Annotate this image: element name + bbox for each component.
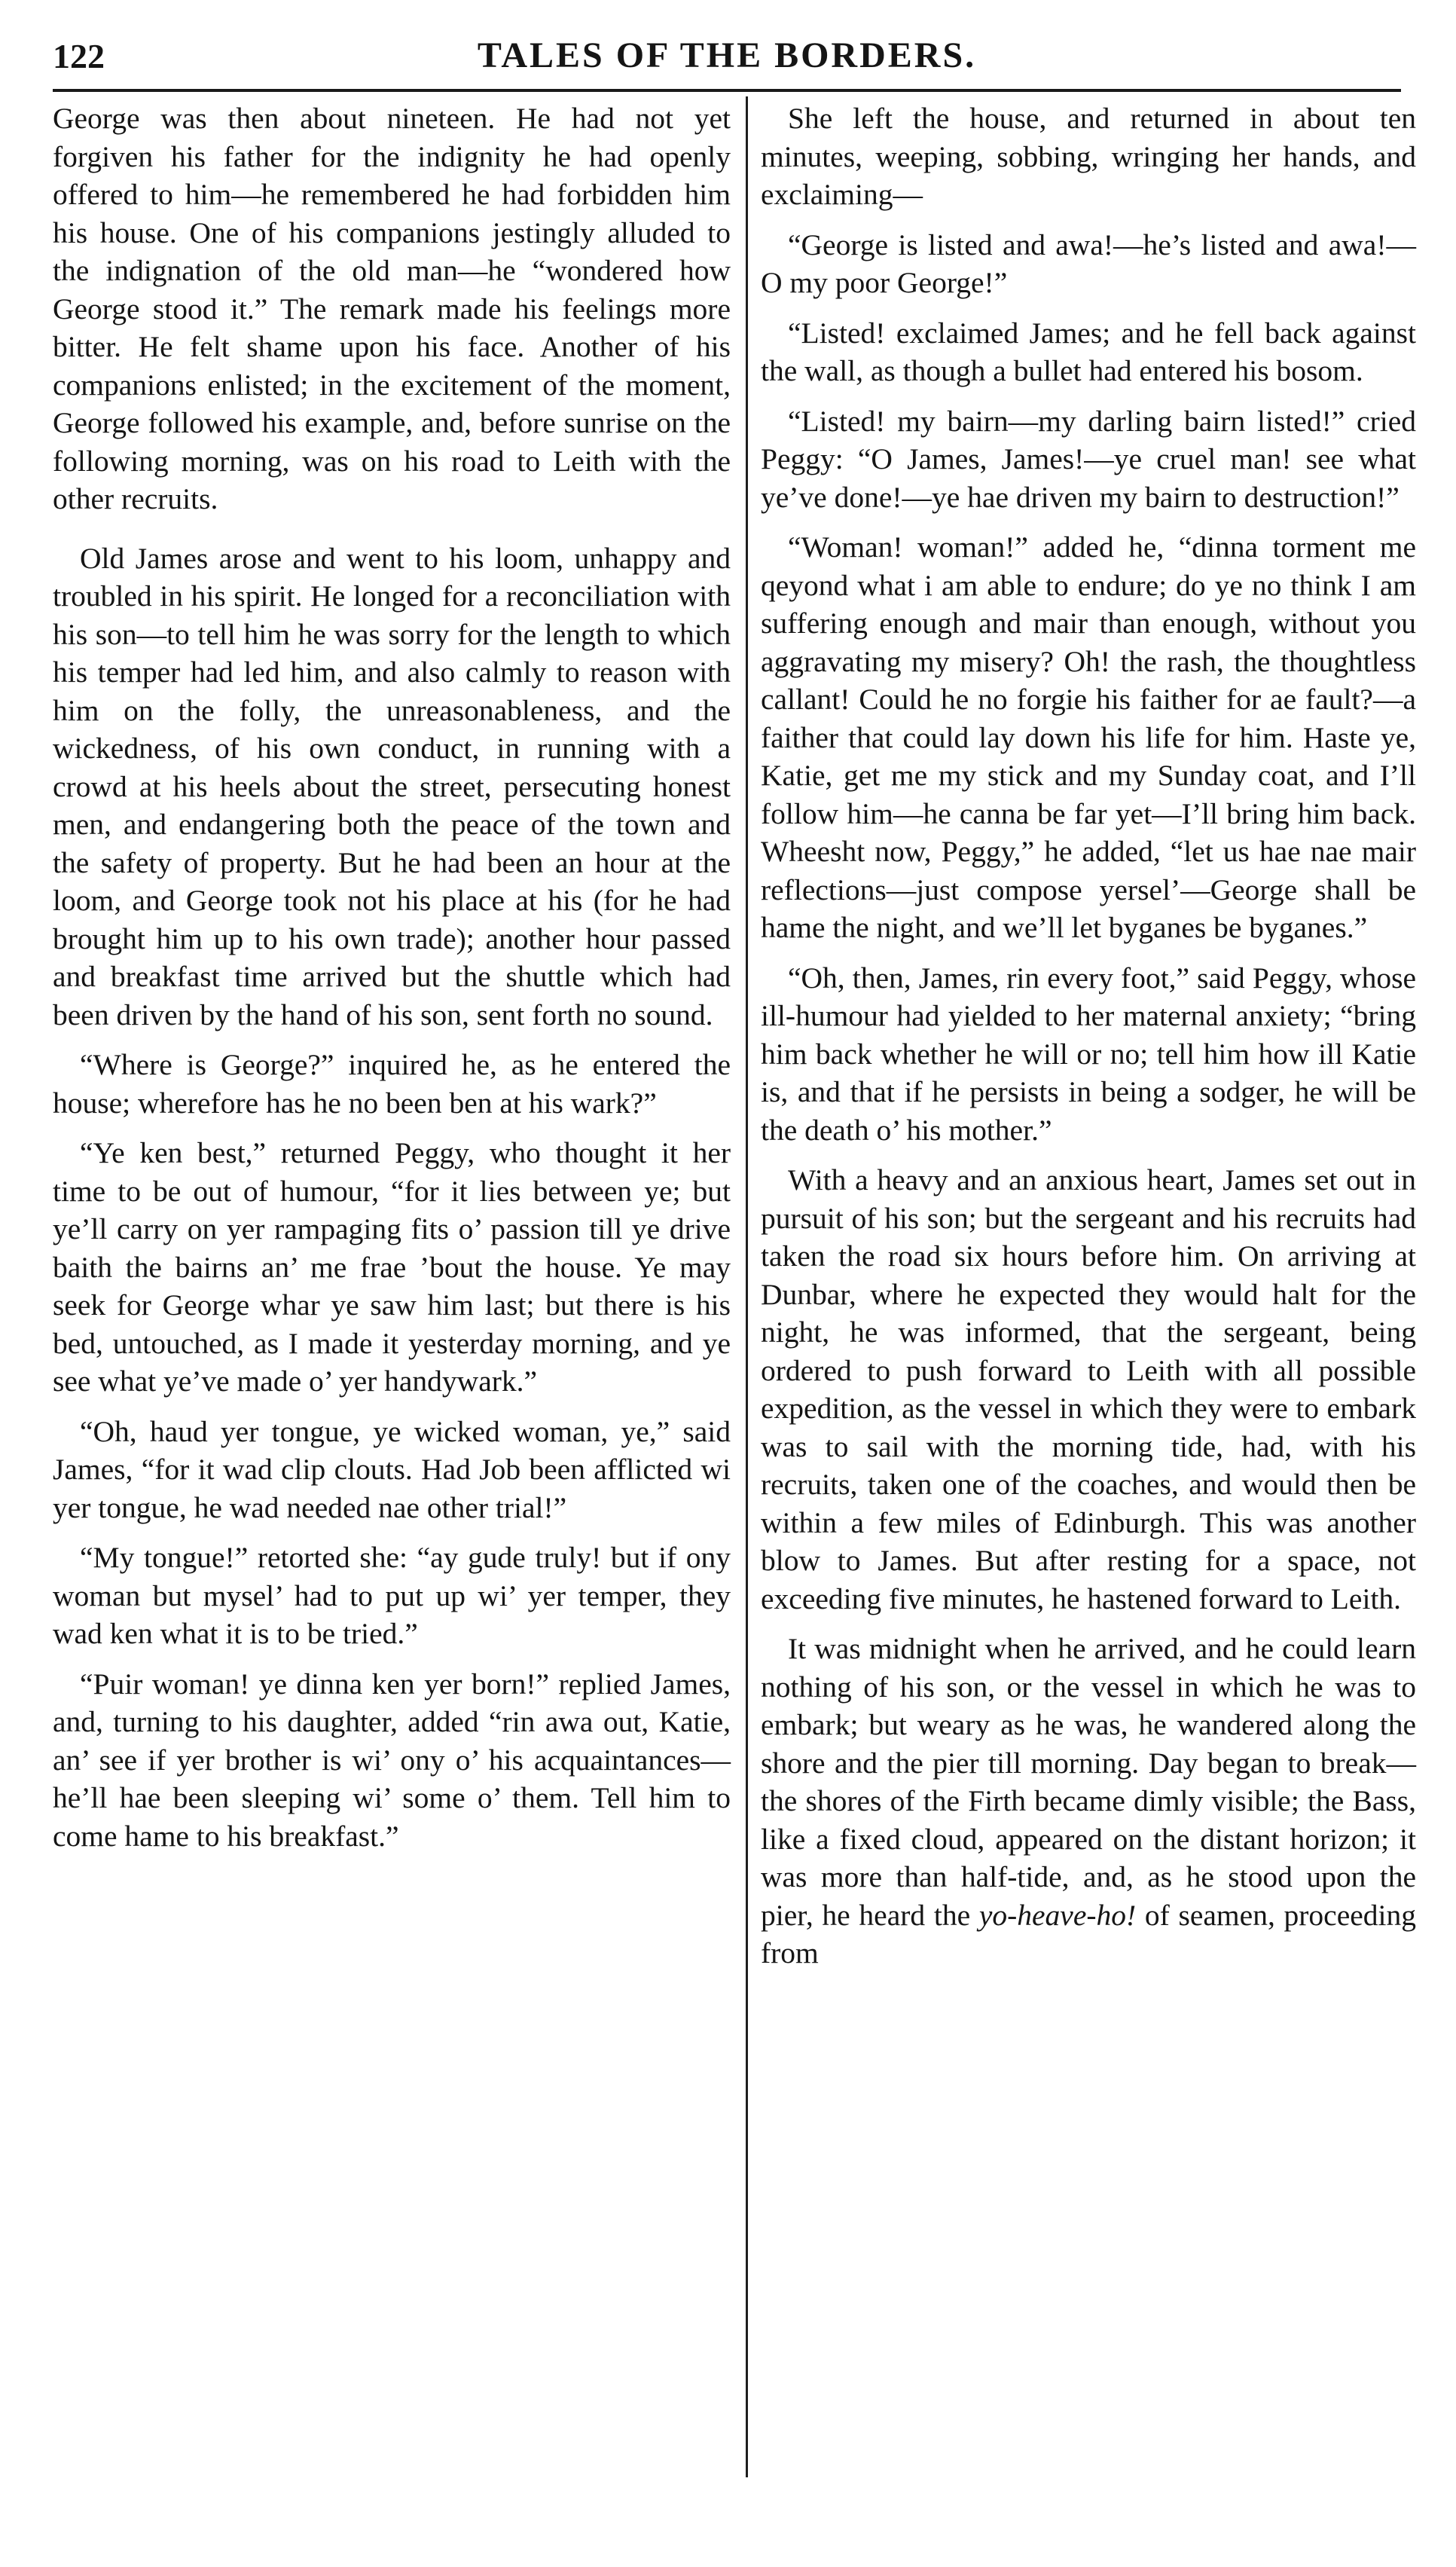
header-rule: [53, 89, 1401, 92]
paragraph: “Ye ken best,” returned Peggy, who thought it her time to be out of humour, “for it lies between ye; but ye’ll carry on yer rampaging fits o’ passion till ye drive baith the bairns an’ me frae ’bout the house. Ye may seek for George whar ye saw him last; but there is his bed, untouched, as I made it yesterday morning, and ye see what ye’ve made o’ yer handywark.”: [53, 1136, 731, 1398]
paragraph: “Oh, haud yer tongue, ye wicked woman, ye,” said James, “for it wad clip clouts. Had Job been afflicted wi yer tongue, he wad needed nae other trial!”: [53, 1414, 731, 1524]
closing-paragraph: [761, 1630, 1416, 1973]
paragraph: Old James arose and went to his loom, unhappy and troubled in his spirit. He longed for a reconciliation with his son—to tell him he was sorry for the length to which his temper had led him, and also calmly to reason with him on the folly, the unreasonableness, and the wickedness, of his own conduct, in running with a crowd at his heels about the street, persecuting honest men, and endangering both the peace of the town and the safety of property. But he had been an hour at the loom, and George took not his place at his (for he had brought him up to his own trade); another hour passed and breakfast time arrived but the shuttle which had been driven by the hand of his son, sent forth no sound.: [53, 541, 731, 1031]
closing-tail-text: of seamen, proceeding from: [761, 1898, 1417, 1970]
paragraph: With a heavy and an anxious heart, James set out in pursuit of his son; but the sergeant and his recruits had taken the road six hours before him. On arriving at Dunbar, where he expected they would halt for the night, he was informed, that the sergeant, being ordered to push forward to Leith with all possible expedition, as the vessel in which they were to embark was to sail with the morning tide, had, with his recruits, taken one of the coaches, and would then be within a few miles of Edinburgh. This was another blow to James. But after resting for a space, not exceeding five minutes, he hastened forward to Leith.: [761, 1163, 1416, 1615]
left-column: [53, 99, 731, 1867]
paragraph: “Woman! woman!” added he, “dinna torment me qeyond what i am able to endure; do ye no think I am suffering enough and mair than enough, without you aggravating my misery? Oh! the rash, the thoughtless callant! Could he no forgie his faither for ae fault?—a faither that could lay down his life for him. Haste ye, Katie, get me my stick and my Sunday coat, and I’ll follow him—he canna be far yet—I’ll bring him back. Wheesht now, Peggy,” he added, “let us hae nae mair reflections—just compose yersel’—George shall be hame the night, and we’ll let byganes be byganes.”: [761, 530, 1416, 944]
column-divider: [746, 96, 748, 2477]
running-title: TALES OF THE BORDERS.: [477, 35, 977, 75]
page-header: [53, 30, 1401, 90]
paragraph: She left the house, and returned in about ten minutes, weeping, sobbing, wringing her hands, and exclaiming—: [761, 102, 1416, 211]
paragraph: “Listed! my bairn—my darling bairn listed!” cried Peggy: “O James, James!—ye cruel man! see what ye’ve done!—ye hae driven my bairn to destruction!”: [761, 404, 1416, 514]
closing-italic-phrase: yo-heave-ho!: [978, 1898, 1137, 1932]
paragraph: “Listed! exclaimed James; and he fell back against the wall, as though a bullet had entered his bosom.: [761, 316, 1416, 387]
closing-paragraph-text: It was midnight when he arrived, and he could learn nothing of his son, or the vessel in which he was to embark; but weary as he was, he wandered along the shore and the pier till morning. Day began to break—the shores of the Firth became dimly visible; the Bass, like a fixed cloud, appeared on the distant horizon; it was more than half-tide, and, as he stood upon the pier, he heard the: [761, 1632, 1416, 1932]
paragraph: “George is listed and awa!—he’s listed and awa!—O my poor George!”: [761, 228, 1416, 299]
paragraph: George was then about nineteen. He had not yet forgiven his father for the indignity he had openly offered to him—he remembered he had forbidden him his house. One of his companions jestingly alluded to the indignation of the old man—he “wondered how George stood it.” The remark made his feelings more bitter. He felt shame upon his face. Another of his companions enlisted; in the excitement of the moment, George followed his example, and, before sunrise on the following morning, was on his road to Leith with the other recruits.: [53, 102, 731, 515]
paragraph: “Where is George?” inquired he, as he entered the house; wherefore has he no been ben at his wark?”: [53, 1048, 731, 1120]
paragraph: “Puir woman! ye dinna ken yer born!” replied James, and, turning to his daughter, added “rin awa out, Katie, an’ see if yer brother is wi’ ony o’ his acquaintances—he’ll hae been sleeping wi’ some o’ them. Tell him to come hame to his breakfast.”: [53, 1667, 731, 1853]
paragraph: “My tongue!” retorted she: “ay gude truly! but if ony woman but mysel’ had to put up wi’ yer temper, they wad ken what it is to be tried.”: [53, 1541, 731, 1650]
paragraph: “Oh, then, James, rin every foot,” said Peggy, whose ill-humour had yielded to her maternal anxiety; “bring him back whether he will or no; tell him how ill Katie is, and that if he persists in being a sodger, he will be the death o’ his mother.”: [761, 961, 1416, 1147]
right-column: [761, 99, 1416, 1985]
page-number: 122: [53, 37, 105, 75]
